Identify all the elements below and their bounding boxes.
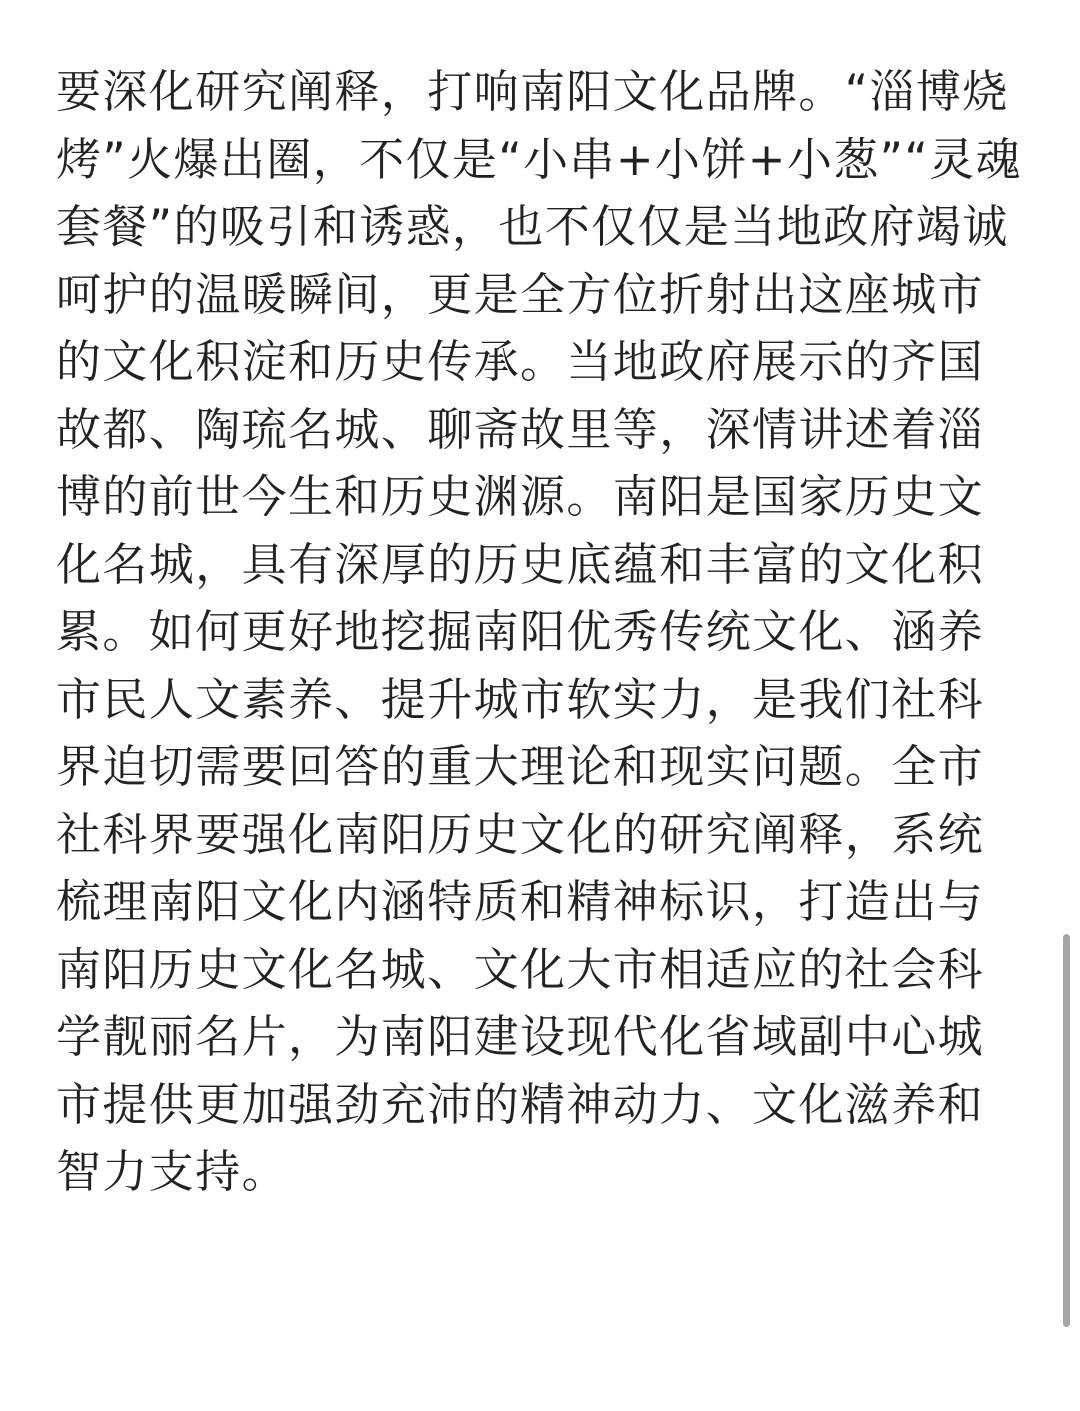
paragraph-line-14: 南阳历史文化名城、文化大市相适应的社会科 xyxy=(56,942,985,996)
paragraph-line-10: 市民人文素养、提升城市软实力，是我们社科 xyxy=(56,672,985,726)
paragraph-line-1: 要深化研究阐释，打响南阳文化品牌。“淄博烧 xyxy=(56,65,1009,118)
paragraph-line-3: 套餐”的吸引和诱惑，也不仅仅是当地政府竭诚 xyxy=(56,200,1009,253)
paragraph-line-7: 博的前世今生和历史渊源。南阳是国家历史文 xyxy=(56,470,985,523)
paragraph-line-4: 呵护的温暖瞬间，更是全方位折射出这座城市 xyxy=(56,267,985,321)
paragraph-line-8: 化名城，具有深厚的历史底蕴和丰富的文化积 xyxy=(56,537,985,591)
paragraph-line-12: 社科界要强化南阳历史文化的研究阐释，系统 xyxy=(56,807,985,861)
paragraph-line-13: 梳理南阳文化内涵特质和精神标识，打造出与 xyxy=(56,875,985,928)
vertical-scrollbar[interactable] xyxy=(1063,934,1070,1327)
paragraph-line-15: 学靓丽名片，为南阳建设现代化省域副中心城 xyxy=(56,1010,985,1063)
paragraph-line-2: 烤”火爆出圈，不仅是“小串+小饼+小葱”“灵魂 xyxy=(56,132,1022,186)
paragraph-line-17: 智力支持。 xyxy=(56,1145,289,1198)
paragraph-line-6: 故都、陶琉名城、聊斋故里等，深情讲述着淄 xyxy=(56,402,985,456)
paragraph-line-16: 市提供更加强劲充沛的精神动力、文化滋养和 xyxy=(56,1077,985,1131)
paragraph-line-11: 界迫切需要回答的重大理论和现实问题。全市 xyxy=(56,740,985,793)
paragraph-line-9: 累。如何更好地挖掘南阳优秀传统文化、涵养 xyxy=(56,605,985,658)
paragraph-line-5: 的文化积淀和历史传承。当地政府展示的齐国 xyxy=(56,335,985,388)
article-body xyxy=(56,58,1026,1206)
